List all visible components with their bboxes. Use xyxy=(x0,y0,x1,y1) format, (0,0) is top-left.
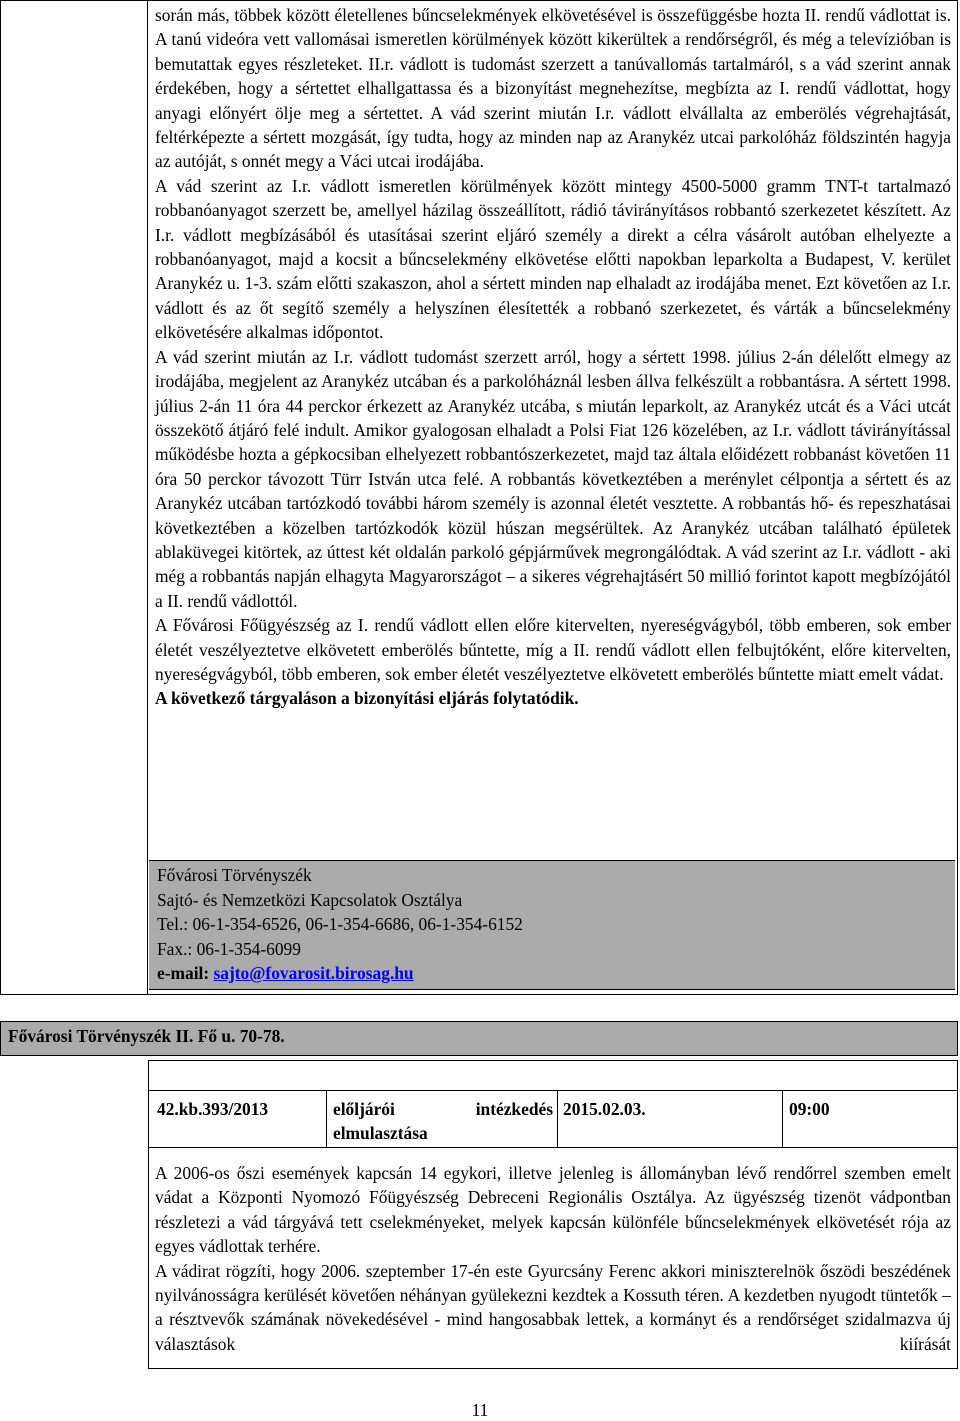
case-description xyxy=(155,1161,951,1356)
article-paragraph: A vád szerint miután az I.r. vádlott tudomást szerzett arról, hogy a sértett 1998. július 2-án délelőtt elmegy az irodájába, megjelent az Aranykéz utcában és a parkolóháznál lesben állva felkészült a robbantásra. A sértett 1998. július 2-án 11 óra 44 perckor érkezett az Aranykéz utcába, s miután leparkolt, az Aranykéz utcát és a Váci utcát összekötő átjáró felé indult. Amikor gyalogosan elhaladt a Polsi Fiat 126 közelében, az I.r. vádlott távirányítással működésbe hozta a gépkocsiban elhelyezett robbantószerkezetet, majd taz általa előidézett robbanást követően 11 óra 50 perckor távozott Türr István utca felé. A robbantás következtében a merénylet célpontja a sértett és az Aranykéz utcában tartózkodó további három személy is azonnal életét vesztette. A robbantás hő- és repeszhatásai következtében a közelben tartózkodók közül húszan megsérültek. Az Aranykéz utcában található épületek ablaküvegei kitörtek, az úttest két oldalán parkoló gépjárművek megrongálódtak. A vád szerint az I.r. vádlott - aki még a robbantás napján elhagyta Magyarországot – a sikeres végrehajtásért 50 millió forintot kapott megbízójától a II. rendű vádlottól. xyxy=(155,346,951,611)
case-time: 09:00 xyxy=(789,1099,830,1119)
article-paragraph: A vád szerint az I.r. vádlott ismeretlen körülmények között mintegy 4500-5000 gramm TNT-t tartalmazó robbanóanyagot szerzett be, amellyel házilag összeállított, rádió távirányításos robbantó szerkezetet készített. Az I.r. vádlott megbízásából és utasításai szerint eljáró személy a direkt a célra vásárolt autóban elhelyezte a robbanóanyagot, majd a kocsit a bűncselekmény elkövetése előtti napokban leparkolta a Budapest, V. kerület Aranykéz u. 1-3. szám előtti szakaszon, ahol a sértett minden nap elhaladt az irodájába menet. Ezt követően az I.r. vádlott és az őt segítő személy a helyszínen élesítették a robbanó szerkezetet, és várták a bűncselekmény elkövetésére alkalmas időpontot. xyxy=(155,175,951,343)
court-header-title: Fővárosi Törvényszék II. Fő u. 70-78. xyxy=(8,1026,285,1046)
contact-info xyxy=(157,863,947,986)
contact-tel: Tel.: 06-1-354-6526, 06-1-354-6686, 06-1-354-6152 xyxy=(157,914,523,935)
case-subject xyxy=(333,1097,553,1146)
contact-email-link[interactable]: sajto@fovarosit.birosag.hu xyxy=(213,963,414,984)
case-column-divider xyxy=(782,1090,783,1148)
page-number: 11 xyxy=(471,1400,489,1420)
contact-fax: Fax.: 06-1-354-6099 xyxy=(157,938,301,959)
case-column-divider xyxy=(326,1090,327,1148)
case-number: 42.kb.393/2013 xyxy=(157,1099,269,1119)
article-paragraph: A Fővárosi Főügyészség az I. rendű vádlott ellen előre kitervelten, nyereségvágyból, több emberen, sok ember életét veszélyeztetve elkövetett emberölés bűntette, míg a II. rendű vádlott ellen felbujtóként, előre kitervelten, nyereségvágyból, több emberen, sok ember életét veszélyeztetve elkövetett emberölés bűntette miatt emelt vádat. xyxy=(155,615,951,684)
case-paragraph: A vádirat rögzíti, hogy 2006. szeptember 17-én este Gyurcsány Ferenc akkori miniszterelnök őszödi beszédének nyilvánosságra kerülését követően néhányan gyülekezni kezdtek a Kossuth téren. A kezdetben nyugodt tüntetők – a résztvevők számának növekedésével - mind hangosabbak lettek, a kormányt és a rendőrséget szidalmazva új választások kiírását xyxy=(155,1260,951,1354)
closing-statement: A következő tárgyaláson a bizonyítási eljárás folytatódik. xyxy=(155,688,579,709)
case-subject-line2: elmulasztása xyxy=(333,1123,428,1144)
case-header-row xyxy=(149,1090,957,1148)
contact-department: Sajtó- és Nemzetközi Kapcsolatok Osztálya xyxy=(157,889,463,910)
article-body xyxy=(155,3,951,711)
case-column-divider xyxy=(557,1090,558,1148)
article-paragraph: során más, többek között életellenes bűncselekmények elkövetésével is összefüggésbe hozta II. rendű vádlottat is. A tanú videóra vett vallomásai ismeretlen körülmények között kikerültek a rendőrségről, és még a televízióban is bemutattak egyes részleteket. II.r. vádlott is tudomást szerzett a tanúvallomás tartalmáról, s a vád szerint annak érdekében, hogy a sértettet elhallgattassa és a bizonyítást megnehezítse, megbízta az I. rendű vádlottat, hogy anyagi előnyért ölje meg a sértettet. A vád szerint miután I.r. vádlott elvállalta az emberölés végrehajtását, feltérképezte a sértett mozgását, így tudta, hogy az minden nap az Aranykéz utcai parkolóház földszintén hagyja az autóját, s onnét megy a Váci utcai irodájába. xyxy=(155,5,951,172)
case-table-bottom xyxy=(148,1368,958,1369)
left-margin-cell xyxy=(0,0,148,995)
contact-email-row xyxy=(157,961,947,986)
case-date: 2015.02.03. xyxy=(563,1099,646,1119)
contact-court: Fővárosi Törvényszék xyxy=(157,865,312,885)
contact-email-label: e-mail: xyxy=(157,963,214,984)
case-paragraph: A 2006-os őszi események kapcsán 14 egykori, illetve jelenleg is állományban lévő rendőrrel szemben emelt vádat a Központi Nyomozó Főügyészség Debreceni Regionális Osztálya. Az ügyészség tizenöt vádpontban részletezi a vád tárgyává tett cselekményeket, melyek kapcsán különféle bűncselekmények elkövetését rója az egyes vádlottak terhére. xyxy=(155,1163,951,1257)
case-subject-line1: előljárói intézkedés xyxy=(333,1099,553,1119)
